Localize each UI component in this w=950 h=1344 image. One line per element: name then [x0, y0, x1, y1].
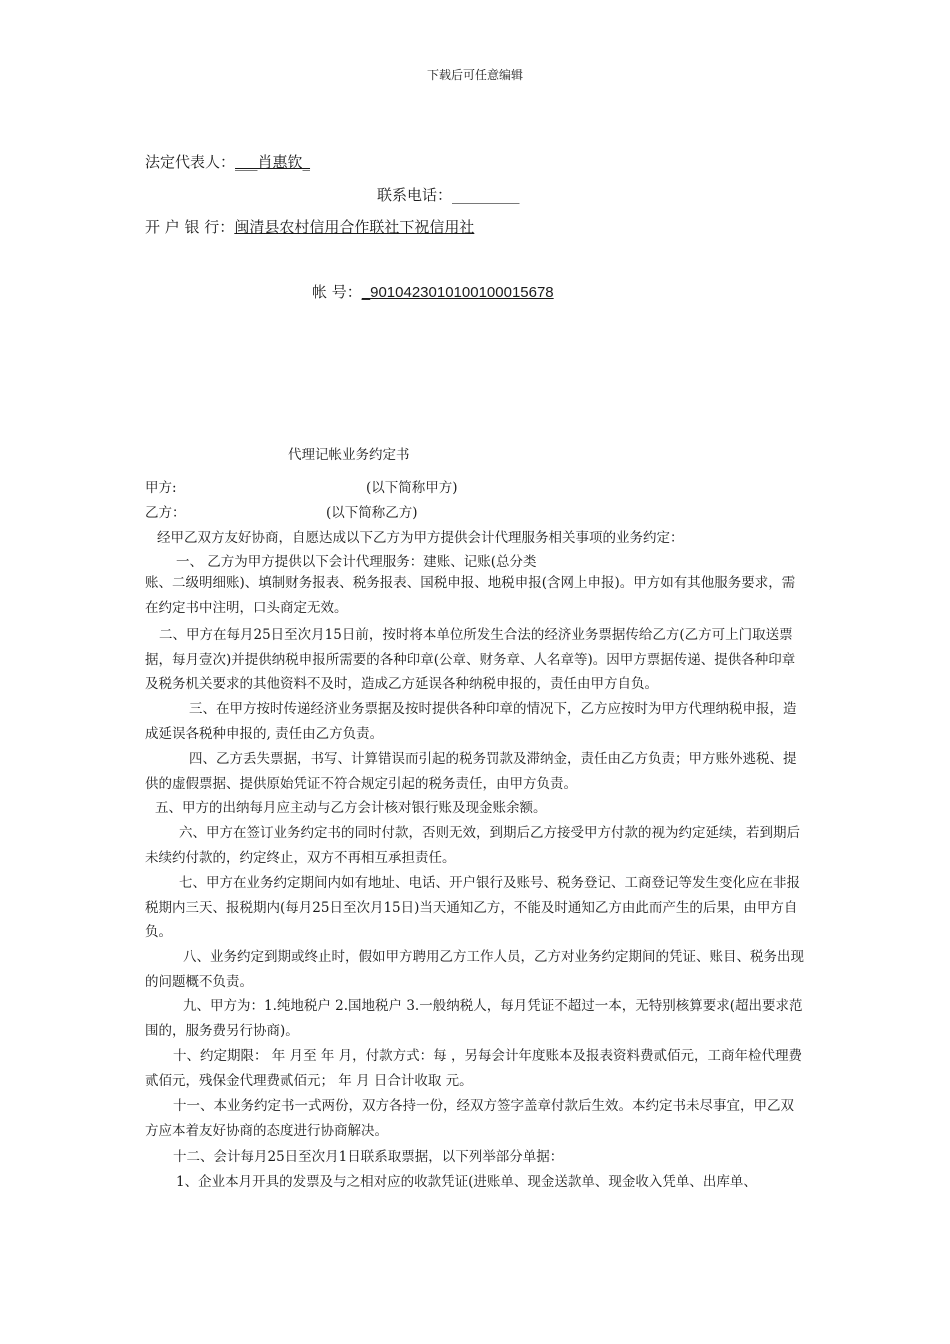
- legal-rep-value: ___肖惠钦_: [235, 153, 311, 171]
- clause-4: 四、乙方丢失票据，书写、计算错误而引起的税务罚款及滞纳金，责任由乙方负责；甲方账外逃税、提供的虚假票据、提供原始凭证不符合规定引起的税务责任，由甲方负责。: [145, 751, 797, 792]
- bank-value: 闽清县农村信用合作联社下祝信用社: [234, 218, 475, 236]
- clause-9: 九、甲方为：1.纯地税户 2.国地税户 3.一般纳税人，每月凭证不超过一本，无特别核算要求(超出要求范围的，服务费另行协商)。: [145, 998, 803, 1039]
- clause-10: 十、约定期限： 年 月至 年 月，付款方式：每 ，另每会计年度账本及报表资料费贰佰元，工商年检代理费贰佰元，残保金代理费贰佰元； 年 月 日合计收取 元。: [145, 1048, 802, 1089]
- page-header-note: 下载后可任意编辑: [426, 68, 523, 82]
- bank-label: 开 户 银 行：: [145, 218, 235, 236]
- phone-line: [377, 184, 520, 205]
- clause-1-line1: 一、 乙方为甲方提供以下会计代理服务：建账、记账(总分类: [176, 554, 537, 570]
- clause-1-rest: 账、二级明细账)、填制财务报表、税务报表、国税申报、地税申报(含网上申报)。甲方如有其他服务要求，需在约定书中注明，口头商定无效。: [145, 575, 796, 616]
- clause-8: 八、业务约定到期或终止时，假如甲方聘用乙方工作人员，乙方对业务约定期间的凭证、账目、税务出现的问题概不负责。: [145, 949, 804, 990]
- clause-7: 七、甲方在业务约定期间内如有地址、电话、开户银行及账号、税务登记、工商登记等发生变化应在非报税期内三天、报税期内(每月25日至次月15日)当天通知乙方，不能及时通知乙方由此而产生的后果，由甲方自负。: [145, 875, 800, 941]
- clause-11: 十一、本业务约定书一式两份，双方各持一份，经双方签字盖章付款后生效。本约定书未尽事宜，甲乙双方应本着友好协商的态度进行协商解决。: [145, 1098, 794, 1139]
- account-line: [312, 281, 554, 302]
- phone-label: 联系电话：: [377, 186, 453, 204]
- clause-12: 十二、会计每月25日至次月1日联系取票据，以下列举部分单据：: [173, 1149, 564, 1165]
- party-a-note: (以下简称甲方): [366, 480, 458, 496]
- legal-rep-line: [145, 151, 310, 172]
- contract-title: 代理记帐业务约定书: [288, 447, 410, 463]
- clause-6: 六、甲方在签订业务约定书的同时付款，否则无效，到期后乙方接受甲方付款的视为约定延续，若到期后未续约付款的，约定终止，双方不再相互承担责任。: [145, 825, 800, 866]
- party-b-note: (以下简称乙方): [326, 505, 418, 521]
- legal-rep-label: 法定代表人：: [145, 153, 236, 171]
- clause-3: 三、在甲方按时传递经济业务票据及按时提供各种印章的情况下，乙方应按时为甲方代理纳税申报，造成延误各税种申报的, 责任由乙方负责。: [145, 701, 797, 742]
- party-a-label: 甲方:: [145, 480, 177, 496]
- account-label: 帐 号：: [312, 283, 362, 301]
- clause-2: 二、甲方在每月25日至次月15日前，按时将本单位所发生合法的经济业务票据传给乙方(乙方可上门取送票据，每月壹次)并提供纳税申报所需要的各种印章(公章、财务章、人名章等)。因甲方票据传递、提供各种印章及税务机关要求的其他资料不及时，造成乙方延误各种纳税申报的，责任由甲方自负。: [145, 627, 796, 693]
- clause-12-item-1: 1、企业本月开具的发票及与之相对应的收款凭证(进账单、现金送款单、现金收入凭单、出库单、: [176, 1174, 757, 1190]
- phone-value: _________: [452, 186, 520, 204]
- bank-line: [145, 216, 474, 237]
- contract-intro: 经甲乙双方友好协商，自愿达成以下乙方为甲方提供会计代理服务相关事项的业务约定：: [157, 530, 684, 546]
- account-value: _9010423010100100015678: [361, 284, 554, 301]
- clause-5: 五、甲方的出纳每月应主动与乙方会计核对银行账及现金账余额。: [155, 800, 547, 816]
- party-b-label: 乙方：: [145, 505, 186, 521]
